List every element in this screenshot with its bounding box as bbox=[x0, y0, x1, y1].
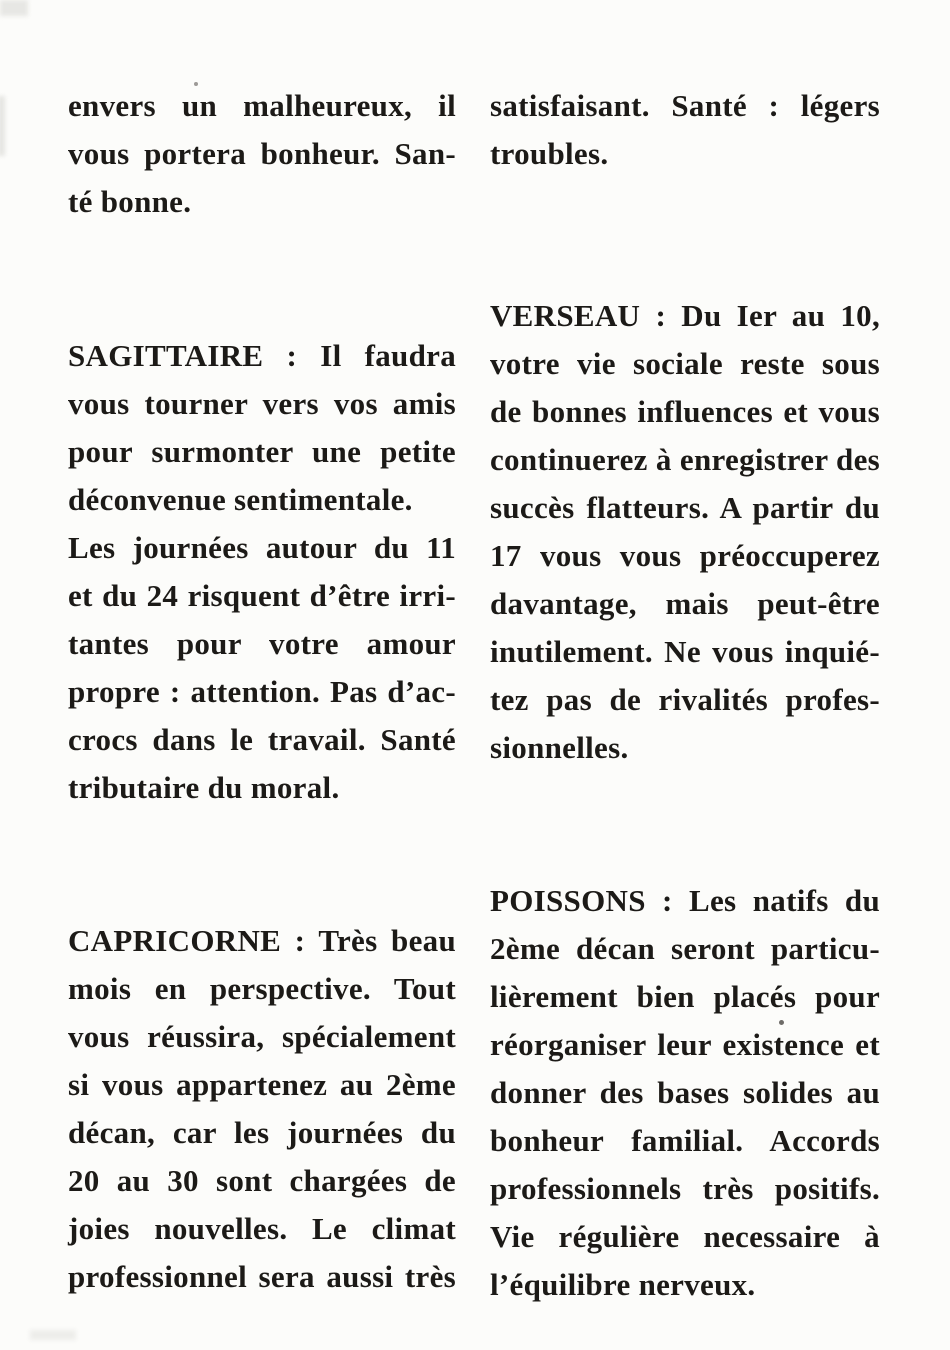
text-line: votre vie sociale reste sous bbox=[490, 346, 880, 381]
column-left bbox=[68, 0, 456, 1350]
scan-smudge-corner bbox=[0, 0, 28, 16]
text-line: pour surmonter une petite bbox=[68, 434, 456, 469]
text-line: vous tourner vers vos amis bbox=[68, 386, 456, 421]
text-line: professionnels très positifs. bbox=[490, 1171, 880, 1206]
text-line: satisfaisant. Santé : légers bbox=[490, 88, 880, 123]
paragraph-block-poissons bbox=[490, 877, 880, 1309]
text-line: 2ème décan seront particu- bbox=[490, 931, 880, 966]
text-line: troubles. bbox=[490, 136, 609, 171]
paragraph-block-sagittaire bbox=[68, 332, 456, 812]
text-line: tantes pour votre amour bbox=[68, 626, 456, 661]
text-line: davantage, mais peut-être bbox=[490, 586, 880, 621]
text-line: tributaire du moral. bbox=[68, 770, 340, 805]
text-line: continuerez à enregistrer des bbox=[490, 442, 880, 477]
text-line: VERSEAU : Du Ier au 10, bbox=[490, 298, 880, 333]
text-line: crocs dans le travail. Santé bbox=[68, 722, 456, 757]
text-line: Les journées autour du 11 bbox=[68, 530, 456, 565]
text-line: SAGITTAIRE : Il faudra bbox=[68, 338, 456, 373]
text-line: réorganiser leur existence et bbox=[490, 1027, 880, 1062]
text-line: lièrement bien placés pour bbox=[490, 979, 880, 1014]
text-line: inutilement. Ne vous inquié- bbox=[490, 634, 880, 669]
text-line: 20 au 30 sont chargées de bbox=[68, 1163, 456, 1198]
paragraph-block-verseau bbox=[490, 292, 880, 772]
text-line: mois en perspective. Tout bbox=[68, 971, 456, 1006]
text-line: 17 vous vous préoccuperez bbox=[490, 538, 880, 573]
text-line: envers un malheureux, il bbox=[68, 88, 456, 123]
text-line: professionnel sera aussi très bbox=[68, 1259, 456, 1294]
text-line: décan, car les journées du bbox=[68, 1115, 456, 1150]
text-line: l’équilibre nerveux. bbox=[490, 1267, 756, 1302]
text-line: et du 24 risquent d’être irri- bbox=[68, 578, 456, 613]
scan-smudge-edge bbox=[0, 96, 5, 156]
text-line: vous portera bonheur. San- bbox=[68, 136, 456, 171]
text-line: joies nouvelles. Le climat bbox=[68, 1211, 456, 1246]
text-line: sionnelles. bbox=[490, 730, 629, 765]
text-line: tez pas de rivalités profes- bbox=[490, 682, 880, 717]
text-line: té bonne. bbox=[68, 184, 192, 219]
paragraph-block-previous-sign-end bbox=[68, 82, 456, 226]
text-line: si vous appartenez au 2ème bbox=[68, 1067, 456, 1102]
text-line: Vie régulière necessaire à bbox=[490, 1219, 880, 1254]
text-line: donner des bases solides au bbox=[490, 1075, 880, 1110]
text-line: POISSONS : Les natifs du bbox=[490, 883, 880, 918]
text-line: bonheur familial. Accords bbox=[490, 1123, 880, 1158]
column-right bbox=[490, 0, 880, 1350]
paragraph-block-capricorne bbox=[68, 917, 456, 1301]
paragraph-block-previous-sign-end bbox=[490, 82, 880, 178]
text-line: CAPRICORNE : Très beau bbox=[68, 923, 456, 958]
text-line: de bonnes influences et vous bbox=[490, 394, 880, 429]
text-line: succès flatteurs. A partir du bbox=[490, 490, 880, 525]
text-line: propre : attention. Pas d’ac- bbox=[68, 674, 456, 709]
text-line: déconvenue sentimentale. bbox=[68, 482, 413, 517]
text-line: vous réussira, spécialement bbox=[68, 1019, 456, 1054]
